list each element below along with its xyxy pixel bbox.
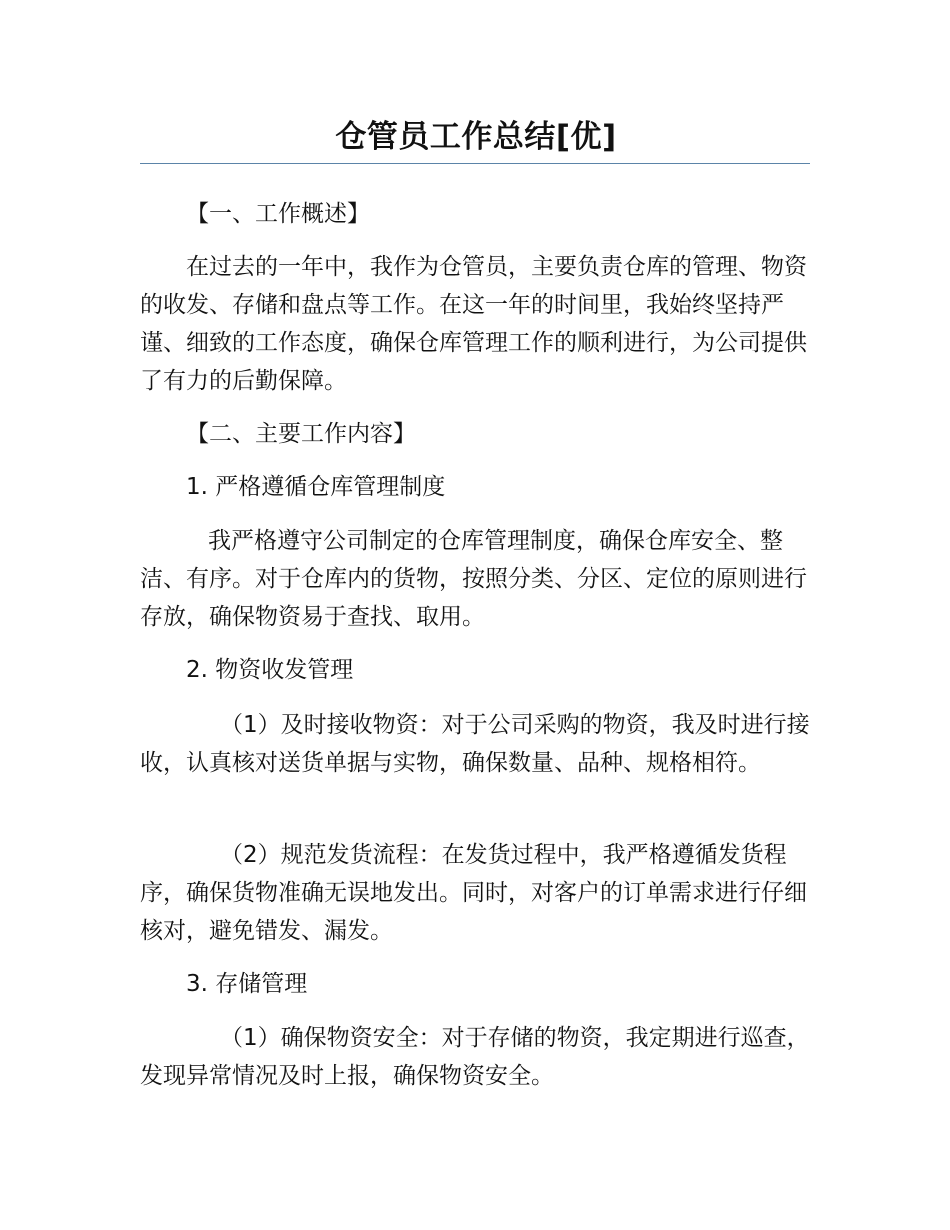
item-heading-material-handling: 2. 物资收发管理 [186,657,354,683]
section-heading-overview: 【一、工作概述】 [186,201,370,227]
document-title: 仓管员工作总结[优] [335,119,617,155]
overview-paragraph: 在过去的一年中，我作为仓管员，主要负责仓库的管理、物资的收发、存储和盘点等工作。在这一年的时间里，我始终坚持严谨、细致的工作态度，确保仓库管理工作的顺利进行，为公司提供了有力的后勤保障。 [140,254,807,394]
management-system-paragraph: 我严格遵守公司制定的仓库管理制度，确保仓库安全、整洁、有序。对于仓库内的货物，按照分类、分区、定位的原则进行存放，确保物资易于查找、取用。 [140,528,807,630]
material-receiving-paragraph: （1）及时接收物资：对于公司采购的物资，我及时进行接收，认真核对送货单据与实物，确保数量、品种、规格相符。 [140,712,810,776]
title-underline [140,163,810,164]
item-heading-storage: 3. 存储管理 [186,971,308,997]
storage-safety-paragraph: （1）确保物资安全：对于存储的物资，我定期进行巡查，发现异常情况及时上报，确保物资安全。 [140,1025,810,1089]
section-heading-main-work: 【二、主要工作内容】 [186,421,416,447]
shipping-process-paragraph: （2）规范发货流程：在发货过程中，我严格遵循发货程序，确保货物准确无误地发出。同时，对客户的订单需求进行仔细核对，避免错发、漏发。 [140,842,807,944]
item-heading-management-system: 1. 严格遵循仓库管理制度 [186,474,446,500]
